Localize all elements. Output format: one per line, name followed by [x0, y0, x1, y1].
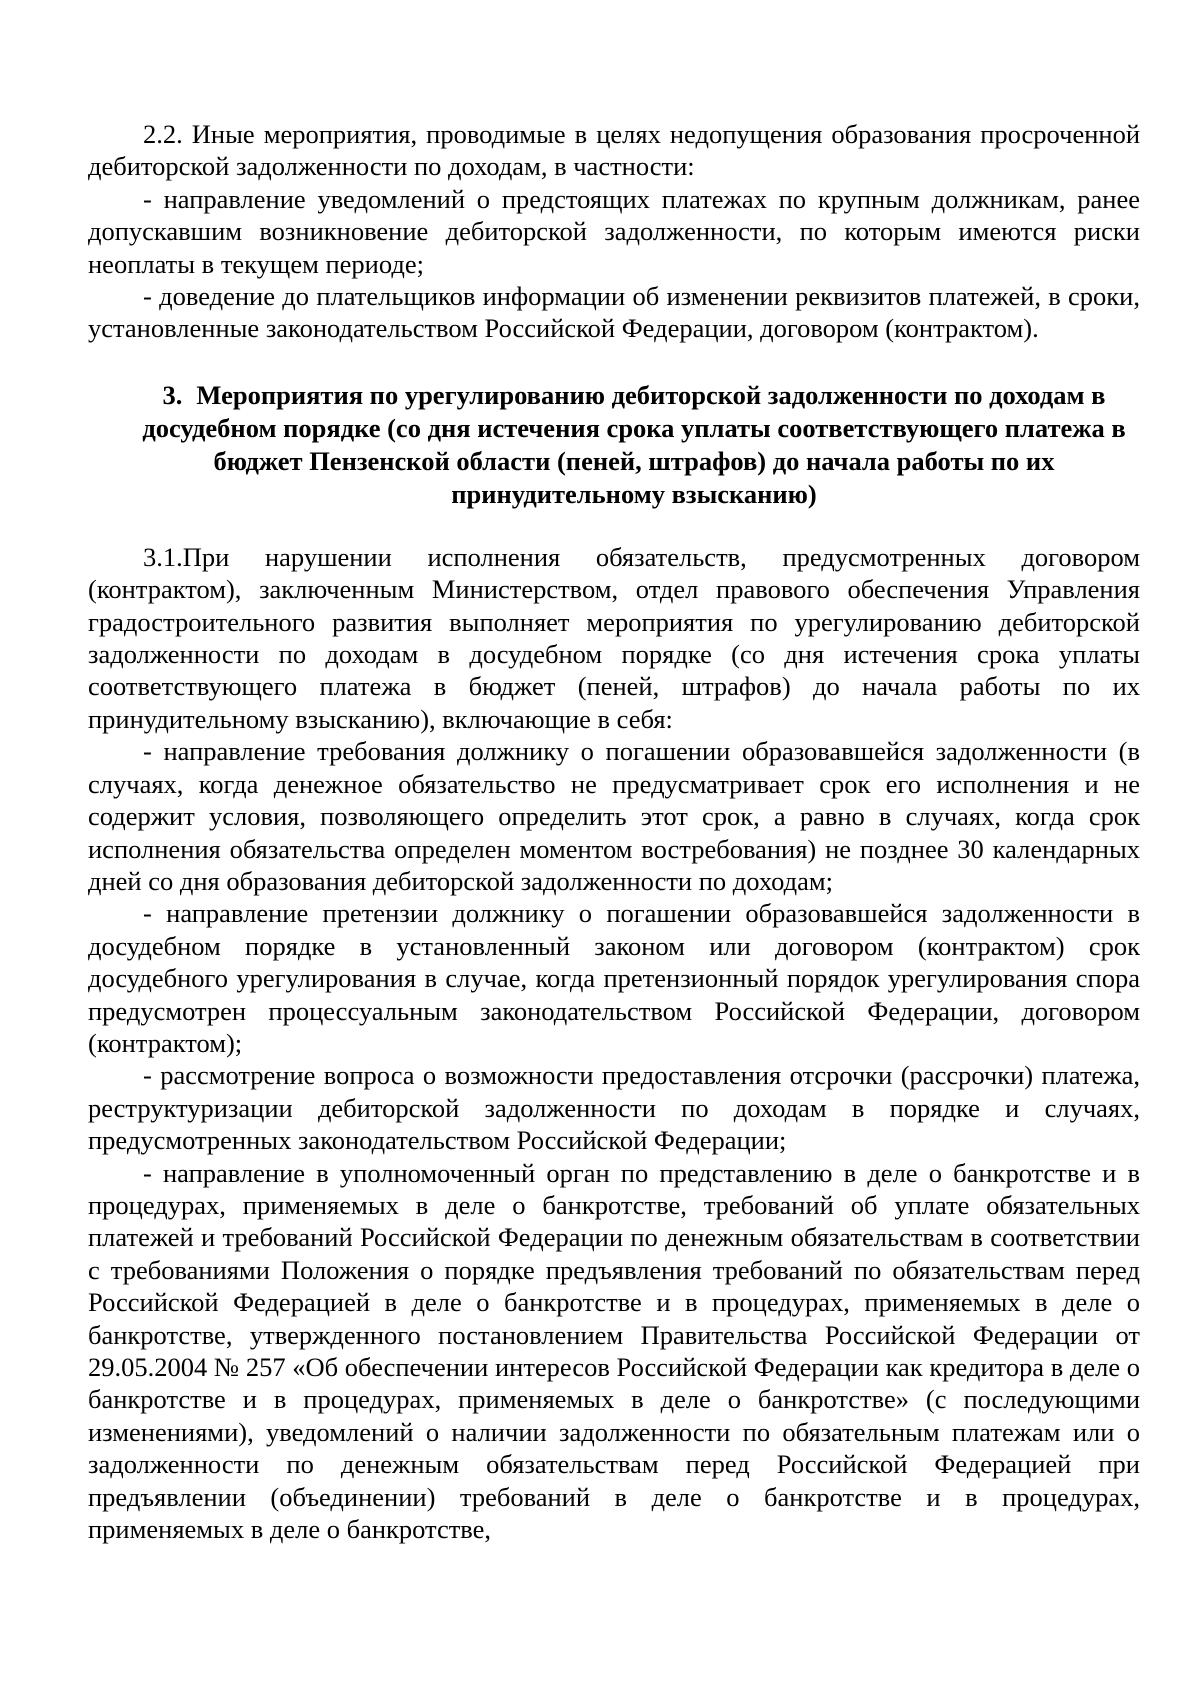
- paragraph-demand: - направление требования должнику о погашении образовавшейся задолженности (в случаях, когда денежное обязательство не предусматривает срок его исполнения и не содержит условия, позволяющего определить этот срок, а равно в случаях, когда срок исполнения обязательства определен моментом востребования) не позднее 30 календарных дней со дня образования дебиторской задолженности по доходам;: [88, 736, 1140, 896]
- paragraph-2-2: 2.2. Иные мероприятия, проводимые в целях недопущения образования просроченной дебиторской задолженности по доходам, в частности:: [88, 119, 1140, 182]
- paragraph-3-1: 3.1.При нарушении исполнения обязательств, предусмотренных договором (контрактом), заключенным Министерством, отдел правового обеспечения Управления градостроительного развития выполняет мероприятия по урегулированию дебиторской задолженности по доходам в досудебном порядке (со дня истечения срока уплаты соответствующего платежа в бюджет (пеней, штрафов) до начала работы по их принудительному взысканию), включающие в себя:: [88, 541, 1140, 734]
- document-page: [88, 118, 1140, 1545]
- section-3-number: 3.: [162, 379, 183, 410]
- section-3-heading: [88, 379, 1140, 511]
- paragraph-requisites: - доведение до плательщиков информации об изменении реквизитов платежей, в сроки, установленные законодательством Российской Федерации, договором (контрактом).: [88, 281, 1140, 344]
- paragraph-deferral: - рассмотрение вопроса о возможности предоставления отсрочки (рассрочки) платежа, реструктуризации дебиторской задолженности по доходам в порядке и случаях, предусмотренных законодательством Российской Федерации;: [88, 1060, 1140, 1156]
- section-3-title: Мероприятия по урегулированию дебиторской задолженности по доходам в досудебном порядке (со дня истечения срока уплаты соответствующего платежа в бюджет Пензенской области (пеней, штрафов) до начала работы по их принудительному взысканию): [142, 379, 1126, 509]
- paragraph-claim: - направление претензии должнику о погашении образовавшейся задолженности в досудебном порядке в установленный законом или договором (контрактом) срок досудебного урегулирования в случае, когда претензионный порядок урегулирования спора предусмотрен процессуальным законодательством Российской Федерации, договором (контрактом);: [88, 898, 1140, 1058]
- paragraph-bankruptcy: - направление в уполномоченный орган по представлению в деле о банкротстве и в процедурах, применяемых в деле о банкротстве, требований об уплате обязательных платежей и требований Российской Федерации по денежным обязательствам в соответствии с требованиями Положения о порядке предъявления требований по обязательствам перед Российской Федерацией в деле о банкротстве и в процедурах, применяемых в деле о банкротстве, утвержденного постановлением Правительства Российской Федерации от 29.05.2004 № 257 «Об обеспечении интересов Российской Федерации как кредитора в деле о банкротстве и в процедурах, применяемых в деле о банкротстве» (с последующими изменениями), уведомлений о наличии задолженности по обязательным платежам или о задолженности по денежным обязательствам перед Российской Федерацией при предъявлении (объединении) требований в деле о банкротстве и в процедурах, применяемых в деле о банкротстве,: [88, 1157, 1140, 1545]
- paragraph-notifications: - направление уведомлений о предстоящих платежах по крупным должникам, ранее допускавшим возникновение дебиторской задолженности, по которым имеются риски неоплаты в текущем периоде;: [88, 183, 1140, 279]
